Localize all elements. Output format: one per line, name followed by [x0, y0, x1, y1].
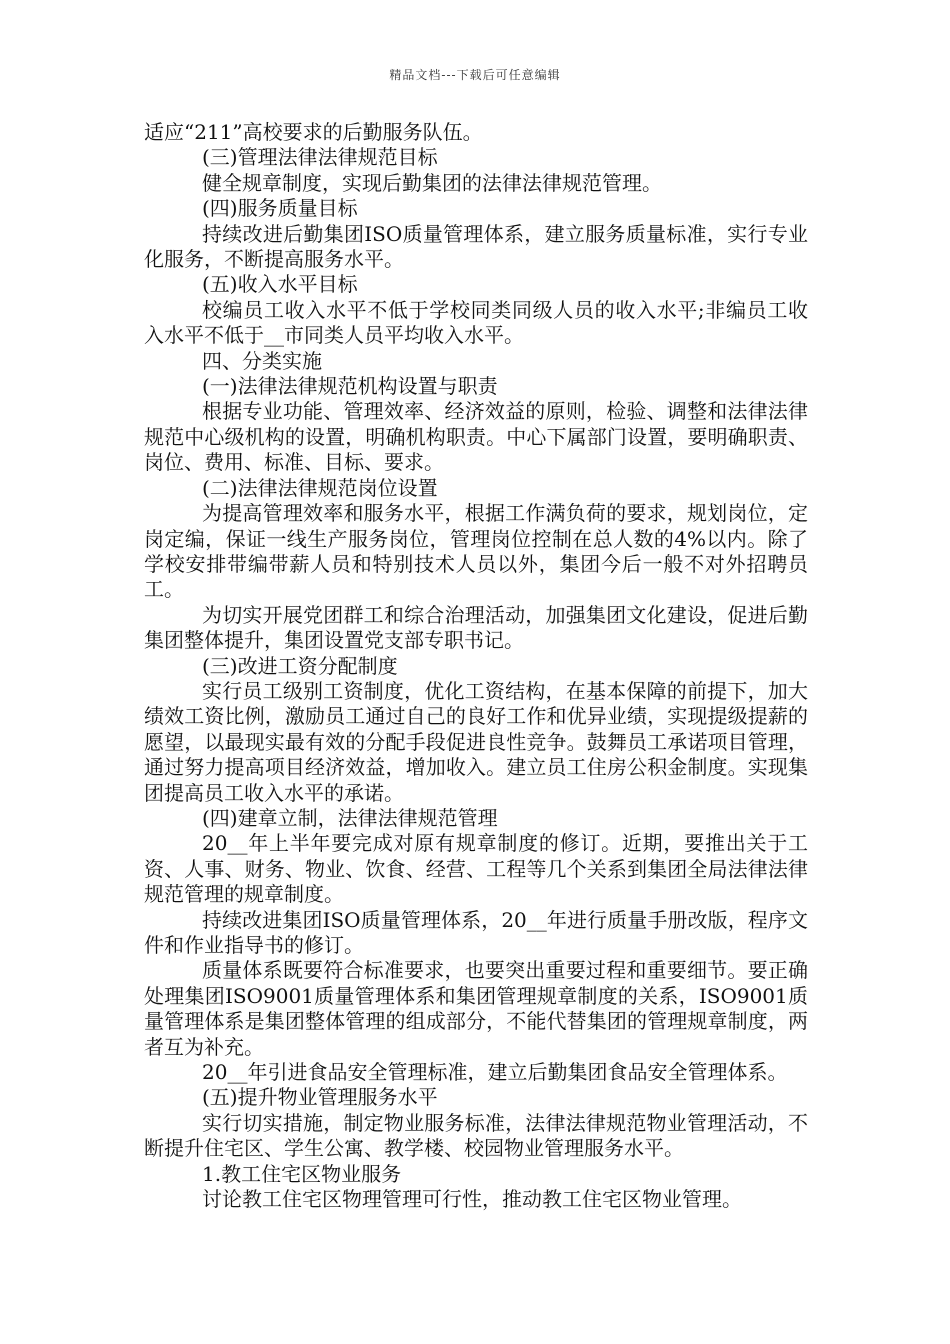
paragraph: (三)管理法律法律规范目标 [202, 145, 438, 170]
paragraph: 持续改进集团ISO质量管理体系，20__年进行质量手册改版，程序文件和作业指导书的修订。 [144, 907, 808, 957]
paragraph: (四)服务质量目标 [202, 196, 358, 221]
paragraph: 四、分类实施 [202, 348, 322, 373]
paragraph: 适应“211”高校要求的后勤服务队伍。 [144, 120, 483, 144]
paragraph: (五)提升物业管理服务水平 [202, 1085, 438, 1110]
paragraph: 实行切实措施，制定物业服务标准，法律法律规范物业管理活动，不断提升住宅区、学生公寓、教学楼、校园物业管理服务水平。 [144, 1110, 808, 1161]
paragraph: (五)收入水平目标 [202, 272, 358, 297]
paragraph: 质量体系既要符合标准要求，也要突出重要过程和重要细节。要正确处理集团ISO9001质量管理体系和集团管理规章制度的关系，ISO9001质量管理体系是集团整体管理的组成部分，不能代替集团的管理规章制度，两者互为补充。 [144, 958, 808, 1059]
paragraph: 根据专业功能、管理效率、经济效益的原则，检验、调整和法律法律规范中心级机构的设置，明确机构职责。中心下属部门设置，要明确职责、岗位、费用、标准、目标、要求。 [144, 399, 808, 475]
paragraph: 实行员工级别工资制度，优化工资结构，在基本保障的前提下，加大绩效工资比例，激励员工通过自己的良好工作和优异业绩，实现提级提薪的愿望，以最现实最有效的分配手段促进良性竞争。鼓舞员工承诺项目管理，通过努力提高项目经济效益，增加收入。建立员工住房公积金制度。实现集团提高员工收入水平的承诺。 [144, 678, 808, 805]
paragraph: 校编员工收入水平不低于学校同类同级人员的收入水平;非编员工收入水平不低于__市同类人员平均收入水平。 [144, 297, 808, 348]
paragraph: 健全规章制度，实现后勤集团的法律法律规范管理。 [202, 170, 662, 195]
paragraph: (二)法律法律规范岗位设置 [202, 475, 438, 500]
document-body [144, 120, 808, 1212]
paragraph: (四)建章立制，法律法律规范管理 [202, 805, 498, 830]
paragraph: 讨论教工住宅区物理管理可行性，推动教工住宅区物业管理。 [202, 1187, 742, 1212]
paragraph: 为提高管理效率和服务水平，根据工作满负荷的要求，规划岗位，定岗定编，保证一线生产服务岗位，管理岗位控制在总人数的4%以内。除了学校安排带编带薪人员和特别技术人员以外，集团今后一般不对外招聘员工。 [144, 501, 808, 602]
paragraph: 为切实开展党团群工和综合治理活动，加强集团文化建设，促进后勤集团整体提升，集团设置党支部专职书记。 [144, 602, 808, 653]
paragraph: 持续改进后勤集团ISO质量管理体系，建立服务质量标准，实行专业化服务，不断提高服务水平。 [144, 221, 808, 272]
paragraph: (三)改进工资分配制度 [202, 653, 398, 678]
paragraph: (一)法律法律规范机构设置与职责 [202, 374, 498, 399]
paragraph: 1.教工住宅区物业服务 [202, 1161, 402, 1186]
page-header: 精品文档---下载后可任意编辑 [389, 68, 561, 82]
paragraph: 20__年上半年要完成对原有规章制度的修订。近期，要推出关于工资、人事、财务、物业、饮食、经营、工程等几个关系到集团全局法律法律规范管理的规章制度。 [144, 831, 808, 907]
paragraph: 20__年引进食品安全管理标准，建立后勤集团食品安全管理体系。 [202, 1060, 788, 1085]
